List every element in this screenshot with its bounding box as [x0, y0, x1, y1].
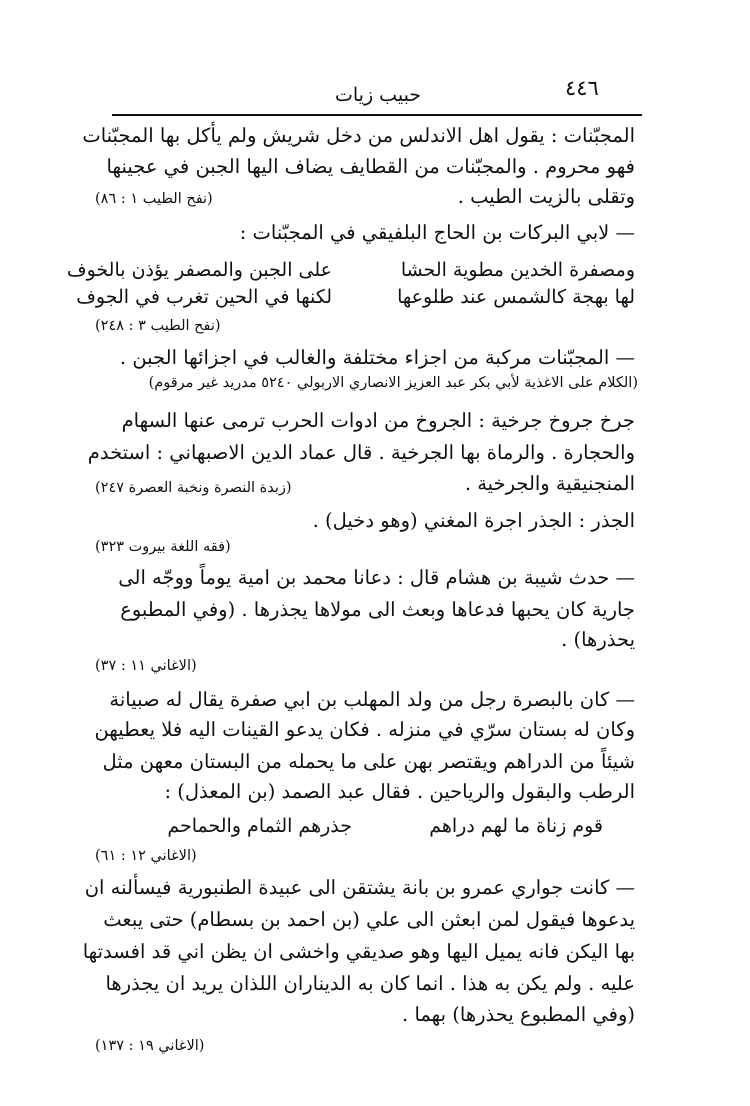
entry-4-line-1: جرخ جروخ جرخية : الجروخ من ادوات الحرب ترمى عنها السهام — [121, 409, 635, 432]
entry-7-verse-1b: جذرهم الثمام والحماحم — [167, 815, 352, 837]
entry-6-line-1: — حدث شيبة بن هشام قال : دعانا محمد بن امية يوماً ووجّه الى — [118, 566, 635, 589]
entry-8-line-5: (وفي المطبوع يحذرها) بهما . — [402, 1003, 635, 1026]
entry-1-line-3: وتقلى بالزيت الطيب . — [457, 185, 635, 208]
entry-8-line-2: يدعوها فيقول لمن ابعثن الى علي (بن احمد بن بسطام) حتى يبعث — [103, 908, 635, 931]
entry-2-citation: (نفح الطيب ٣ : ٢٤٨) — [95, 318, 221, 334]
entry-7-citation: (الاغاني ١٢ : ٦١) — [95, 848, 197, 864]
header-rule — [112, 114, 642, 116]
entry-1-line-1: المجبّنات : يقول اهل الاندلس من دخل شريش ولم يأكل بها المجبّنات — [82, 124, 635, 147]
entry-3-line-1: — المجبّنات مركبة من اجزاء مختلفة والغالب في اجزائها الجبن . — [119, 346, 635, 369]
entry-4-line-3: المنجنيقية والجرخية . — [464, 472, 635, 495]
entry-6-citation: (الاغاني ١١ : ٣٧) — [95, 658, 197, 674]
entry-5-line-1: الجذر : الجذر اجرة المغني (وهو دخيل) . — [312, 509, 635, 532]
entry-4-citation: (زبدة النصرة ونخبة العصرة ٢٤٧) — [95, 480, 292, 496]
entry-1-line-2: فهو محروم . والمجبّنات من القطايف يضاف اليها الجبن في عجينها — [106, 155, 635, 178]
entry-7-line-4: الرطب والبقول والرياحين . فقال عبد الصمد (بن المعذل) : — [164, 780, 635, 803]
entry-2-verse-2b: لكنها في الحين تغرب في الجوف — [76, 286, 332, 308]
page-number: ٤٤٦ — [565, 76, 599, 100]
entry-6-line-2: جارية كان يحبها فدعاها وبعث الى مولاها يجذرها . (وفي المطبوع — [120, 598, 635, 621]
entry-2-intro: — لابي البركات بن الحاج البلفيقي في المجبّنات : — [239, 221, 635, 244]
entry-7-line-3: شيئاً من الدراهم ويقتصر بهن على ما يحمله من البستان معهن مثل — [102, 750, 635, 773]
entry-3-citation: (الكلام على الاغذية لأبي بكر عبد العزيز الانصاري الاربولي ٥٢٤٠ مدريد غير مرقوم) — [148, 375, 638, 391]
entry-2-verse-1a: ومصفرة الخدين مطوية الحشا — [400, 259, 635, 281]
entry-2-verse-2a: لها بهجة كالشمس عند طلوعها — [397, 286, 635, 308]
entry-2-verse-1b: على الجبن والمصفر يؤذن بالخوف — [66, 259, 332, 281]
entry-8-line-3: بها اليكن فانه يميل اليها وهو صديقي واخشى ان يظن اني قد افسدتها — [82, 940, 635, 963]
entry-7-line-2: وكان له بستان سرّي في منزله . فكان يدعو القينات اليه فلا يعطيهن — [94, 718, 635, 741]
entry-6-line-3: يحذرها) . — [561, 628, 635, 651]
entry-5-citation: (فقه اللغة بيروت ٣٢٣) — [95, 539, 231, 555]
entry-8-line-1: — كانت جواري عمرو بن بانة يشتقن الى عبيدة الطنبورية فيسألنه ان — [84, 876, 635, 899]
entry-8-line-4: عليه . ولم يكن به هذا . انما كان به الديناران اللذان يريد ان يجذرها — [105, 972, 635, 995]
entry-7-line-1: — كان بالبصرة رجل من ولد المهلب بن ابي صفرة يقال له صبيانة — [109, 688, 635, 711]
entry-1-citation: (نفح الطيب ١ : ٨٦) — [95, 191, 213, 207]
entry-8-citation: (الاغاني ١٩ : ١٣٧) — [95, 1038, 205, 1054]
entry-7-verse-1a: قوم زناة ما لهم دراهم — [429, 815, 603, 837]
running-title: حبيب زيات — [335, 84, 422, 106]
entry-4-line-2: والحجارة . والرماة بها الجرخية . قال عماد الدين الاصبهاني : استخدم — [87, 441, 635, 464]
